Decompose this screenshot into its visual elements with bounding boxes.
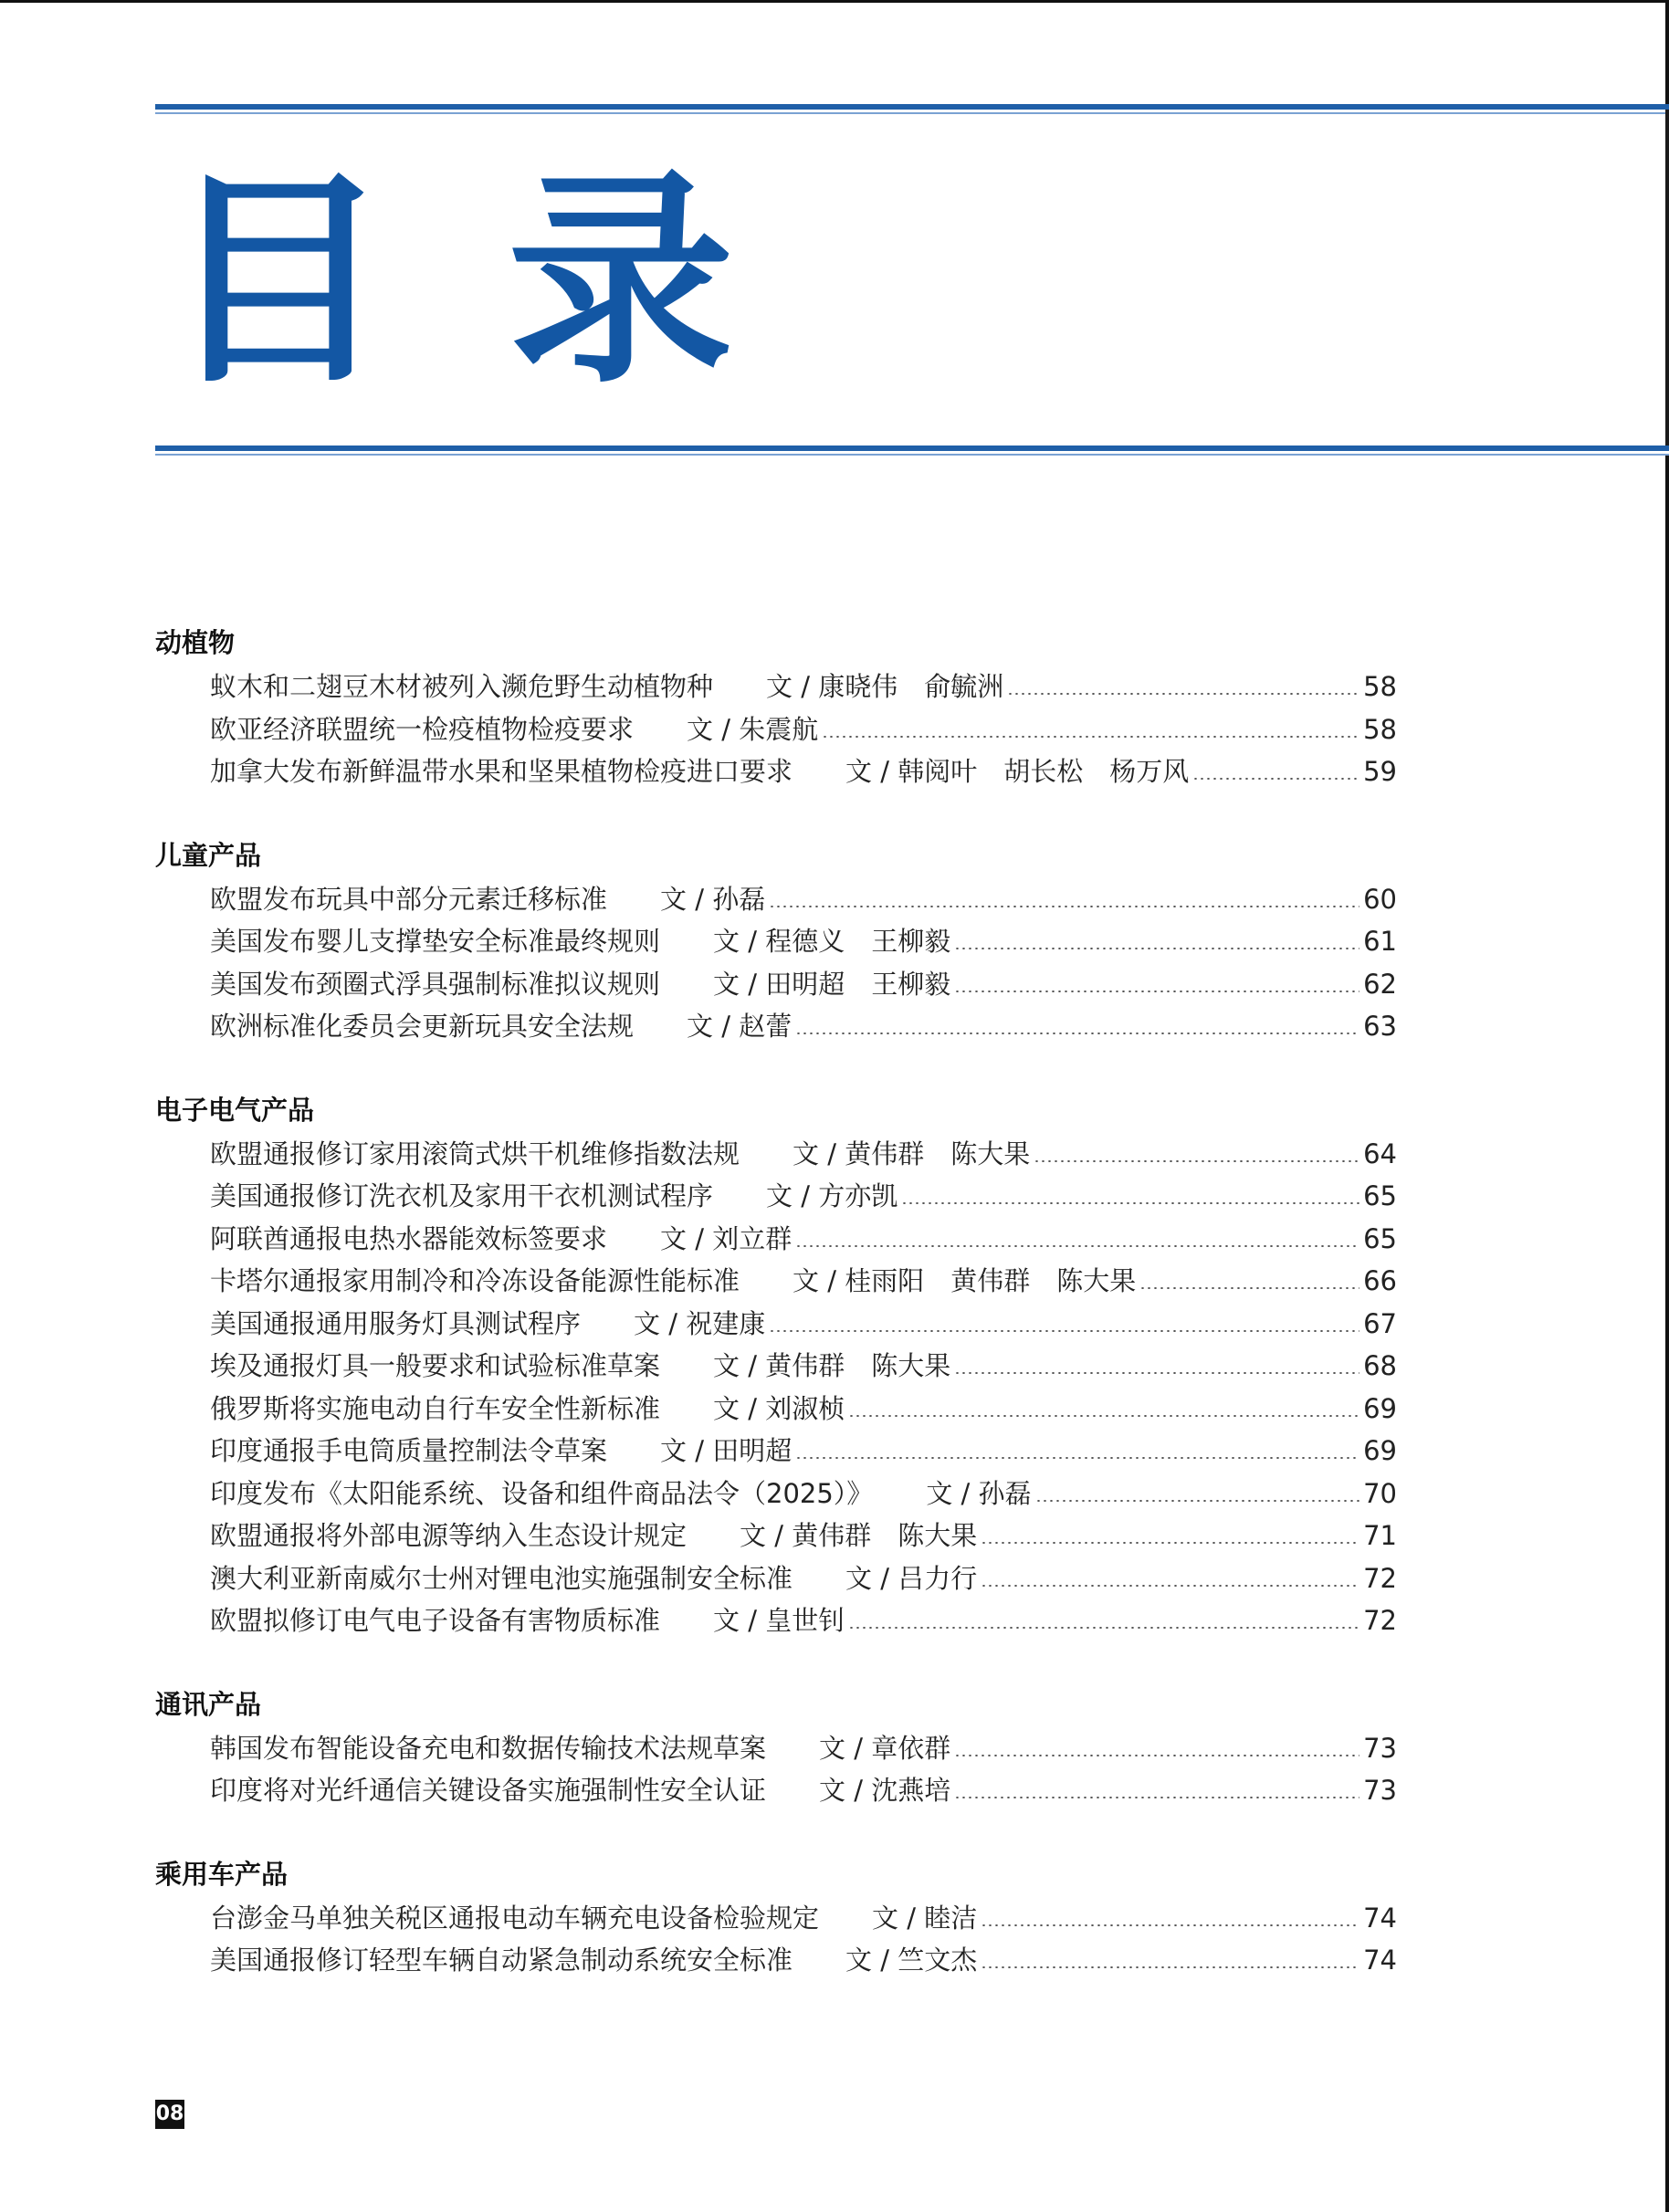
toc-entry[interactable]: [210, 1599, 1397, 1642]
entry-page-number: 67: [1363, 1307, 1397, 1339]
entry-author: 文 / 竺文杰: [845, 1945, 978, 1976]
page-frame-top: [0, 0, 1669, 3]
entry-page-number: 70: [1363, 1477, 1397, 1509]
entry-page-number: 58: [1363, 671, 1397, 702]
entry-title: 俄罗斯将实施电动自行车安全性新标准: [210, 1392, 661, 1424]
entry-title: 欧盟拟修订电气电子设备有害物质标准: [210, 1605, 661, 1636]
toc-entry[interactable]: [210, 1303, 1397, 1346]
entry-author: 文 / 刘立群: [660, 1222, 793, 1254]
toc-section: [155, 623, 1397, 793]
section-title: 通讯产品: [155, 1688, 262, 1720]
entry-page-number: 73: [1363, 1775, 1397, 1806]
entry-title: 美国发布颈圈式浮具强制标准拟议规则: [210, 968, 661, 1000]
dot-leader: [795, 1245, 1359, 1247]
entry-page-number: 65: [1363, 1180, 1397, 1211]
toc-entry[interactable]: [210, 963, 1397, 1006]
entry-author: 文 / 刘淑桢: [713, 1392, 845, 1424]
toc-entry[interactable]: [210, 878, 1397, 921]
entry-title: 卡塔尔通报家用制冷和冷冻设备能源性能标准: [210, 1265, 740, 1296]
dot-leader: [1139, 1287, 1359, 1289]
entry-author: 文 / 睦洁: [872, 1902, 978, 1934]
dot-leader: [769, 906, 1359, 907]
entry-page-number: 74: [1363, 1902, 1397, 1934]
toc-entry[interactable]: [210, 1897, 1397, 1940]
entry-author: 文 / 黄伟群 陈大果: [793, 1137, 1031, 1169]
entry-page-number: 65: [1363, 1222, 1397, 1254]
toc-entry[interactable]: [210, 1430, 1397, 1473]
entry-author: 文 / 章依群: [819, 1732, 951, 1764]
entry-title: 阿联酋通报电热水器能效标签要求: [210, 1222, 608, 1254]
entry-title: 印度发布《太阳能系统、设备和组件商品法令（2025）》: [210, 1477, 874, 1509]
header-rule-bottom: [155, 446, 1669, 456]
dot-leader: [1007, 693, 1359, 695]
toc-entry[interactable]: [210, 1473, 1397, 1515]
entry-title: 台澎金马单独关税区通报电动车辆充电设备检验规定: [210, 1902, 820, 1934]
toc-section: [155, 1090, 1397, 1642]
toc-entry[interactable]: [210, 666, 1397, 708]
dot-leader: [1035, 1500, 1360, 1502]
entry-page-number: 73: [1363, 1732, 1397, 1764]
toc-section: [155, 1684, 1397, 1812]
entry-page-number: 62: [1363, 968, 1397, 1000]
section-title: 儿童产品: [155, 839, 262, 871]
entry-title: 美国通报修订轻型车辆自动紧急制动系统安全标准: [210, 1945, 793, 1976]
entry-author: 文 / 程德义 王柳毅: [713, 926, 951, 957]
header-right-line: [1665, 110, 1669, 447]
dot-leader: [954, 948, 1359, 949]
entry-page-number: 69: [1363, 1392, 1397, 1424]
entry-author: 文 / 方亦凯: [766, 1180, 898, 1211]
entry-page-number: 68: [1363, 1350, 1397, 1381]
toc-entry[interactable]: [210, 1769, 1397, 1812]
toc-entry[interactable]: [210, 1388, 1397, 1431]
toc-entry[interactable]: [210, 708, 1397, 751]
entry-author: 文 / 田明超: [660, 1435, 793, 1466]
dot-leader: [954, 1372, 1359, 1374]
dot-leader: [901, 1202, 1359, 1204]
toc-entry[interactable]: [210, 750, 1397, 793]
entry-page-number: 59: [1363, 756, 1397, 787]
entry-title: 美国通报修订洗衣机及家用干衣机测试程序: [210, 1180, 714, 1211]
dot-leader: [981, 1542, 1359, 1544]
section-title: 电子电气产品: [155, 1094, 315, 1126]
entry-title: 蚁木和二翅豆木材被列入濒危野生动植物种: [210, 671, 714, 702]
entry-page-number: 58: [1363, 713, 1397, 745]
toc-entry[interactable]: [210, 1218, 1397, 1261]
entry-title: 韩国发布智能设备充电和数据传输技术法规草案: [210, 1732, 767, 1764]
dot-leader: [981, 1585, 1359, 1587]
entry-author: 文 / 韩阅叶 胡长松 杨万风: [845, 756, 1190, 787]
entry-title: 印度通报手电筒质量控制法令草案: [210, 1435, 608, 1466]
entry-page-number: 63: [1363, 1011, 1397, 1042]
dot-leader: [954, 1755, 1359, 1756]
entry-title: 欧盟通报修订家用滚筒式烘干机维修指数法规: [210, 1137, 740, 1169]
dot-leader: [822, 736, 1359, 738]
entry-page-number: 60: [1363, 883, 1397, 915]
section-title: 乘用车产品: [155, 1858, 289, 1890]
entry-author: 文 / 孙磊: [660, 883, 766, 915]
entry-title: 澳大利亚新南威尔士州对锂电池实施强制安全标准: [210, 1562, 793, 1594]
dot-leader: [795, 1033, 1359, 1034]
entry-author: 文 / 皇世钊: [713, 1605, 845, 1636]
entry-title: 欧洲标准化委员会更新玩具安全法规: [210, 1011, 635, 1042]
toc-entry[interactable]: [210, 1260, 1397, 1303]
entry-author: 文 / 康晓伟 俞毓洲: [766, 671, 1004, 702]
dot-leader: [1034, 1160, 1359, 1162]
toc-section: [155, 835, 1397, 1048]
dot-leader: [848, 1627, 1359, 1629]
entry-title: 美国通报通用服务灯具测试程序: [210, 1307, 582, 1339]
toc-entry[interactable]: [210, 1727, 1397, 1770]
entry-page-number: 74: [1363, 1945, 1397, 1976]
section-title: 动植物: [155, 627, 236, 658]
entry-author: 文 / 朱震航: [687, 713, 819, 745]
page-number: 08: [155, 2100, 184, 2129]
entry-page-number: 64: [1363, 1137, 1397, 1169]
entry-title: 印度将对光纤通信关键设备实施强制性安全认证: [210, 1775, 767, 1806]
dot-leader: [954, 1797, 1359, 1798]
dot-leader: [954, 991, 1359, 992]
entry-author: 文 / 吕力行: [845, 1562, 978, 1594]
dot-leader: [769, 1330, 1359, 1332]
dot-leader: [848, 1415, 1359, 1417]
entry-title: 欧盟通报将外部电源等纳入生态设计规定: [210, 1520, 688, 1551]
toc-entry[interactable]: [210, 1005, 1397, 1048]
header-rule-top: [155, 104, 1669, 114]
dot-leader: [981, 1966, 1359, 1968]
entry-author: 文 / 田明超 王柳毅: [713, 968, 951, 1000]
toc-entry[interactable]: [210, 920, 1397, 963]
toc-entry[interactable]: [210, 1345, 1397, 1388]
entry-page-number: 66: [1363, 1265, 1397, 1296]
toc-entry[interactable]: [210, 1133, 1397, 1176]
entry-title: 美国发布婴儿支撑垫安全标准最终规则: [210, 926, 661, 957]
entry-author: 文 / 赵蕾: [687, 1011, 793, 1042]
entry-page-number: 72: [1363, 1605, 1397, 1636]
entry-page-number: 71: [1363, 1520, 1397, 1551]
entry-page-number: 69: [1363, 1435, 1397, 1466]
toc-entry[interactable]: [210, 1515, 1397, 1557]
entry-title: 埃及通报灯具一般要求和试验标准草案: [210, 1350, 661, 1381]
dot-leader: [795, 1457, 1359, 1459]
entry-page-number: 61: [1363, 926, 1397, 957]
dot-leader: [1192, 778, 1359, 780]
toc-entry[interactable]: [210, 1939, 1397, 1982]
entry-title: 欧亚经济联盟统一检疫植物检疫要求: [210, 713, 635, 745]
dot-leader: [981, 1924, 1359, 1926]
entry-page-number: 72: [1363, 1562, 1397, 1594]
toc-entry[interactable]: [210, 1175, 1397, 1218]
entry-title: 加拿大发布新鲜温带水果和坚果植物检疫进口要求: [210, 756, 793, 787]
page-title: 目录: [164, 151, 851, 414]
toc-entry[interactable]: [210, 1557, 1397, 1600]
entry-author: 文 / 孙磊: [926, 1477, 1032, 1509]
entry-title: 欧盟发布玩具中部分元素迁移标准: [210, 883, 608, 915]
entry-author: 文 / 桂雨阳 黄伟群 陈大果: [793, 1265, 1137, 1296]
entry-author: 文 / 黄伟群 陈大果: [740, 1520, 978, 1551]
toc-section: [155, 1854, 1397, 1982]
entry-author: 文 / 祝建康: [634, 1307, 766, 1339]
entry-author: 文 / 黄伟群 陈大果: [713, 1350, 951, 1381]
entry-author: 文 / 沈燕培: [819, 1775, 951, 1806]
table-of-contents: [155, 623, 1397, 2024]
